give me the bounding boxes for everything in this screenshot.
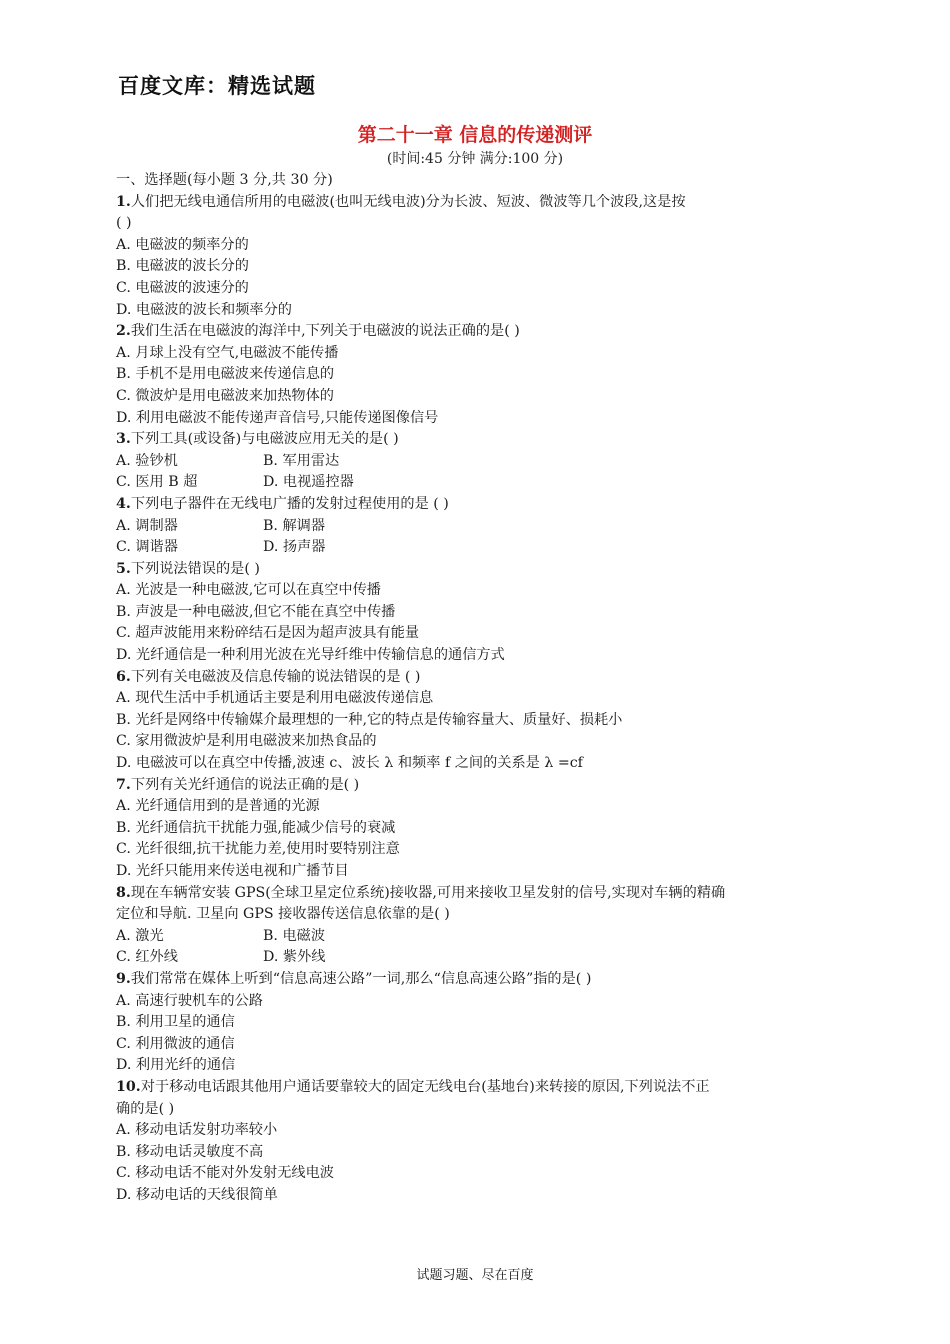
question-2: [116, 321, 836, 429]
option-c: C. 医用 B 超: [116, 474, 198, 491]
option-b: B. 军用雷达: [263, 452, 340, 469]
option-d: D. 移动电话的天线很简单: [116, 1186, 278, 1203]
question-3: [116, 429, 836, 494]
question-text: 下列有关光纤通信的说法正确的是( ): [130, 776, 360, 793]
option-c: C. 超声波能用来粉碎结石是因为超声波具有能量: [116, 625, 420, 642]
option-b: B. 解调器: [263, 517, 326, 534]
question-text-continued: 确的是( ): [116, 1100, 175, 1117]
option-a: A. 光波是一种电磁波,它可以在真空中传播: [116, 582, 381, 599]
question-list: [116, 170, 836, 1207]
option-a: A. 高速行驶机车的公路: [116, 992, 263, 1009]
option-d: D. 扬声器: [263, 539, 326, 556]
question-8: [116, 883, 836, 969]
option-a: A. 调制器: [116, 517, 178, 534]
question-6: [116, 667, 836, 775]
option-c: C. 光纤很细,抗干扰能力差,使用时要特别注意: [116, 841, 400, 858]
option-d: D. 光纤通信是一种利用光波在光导纤维中传输信息的通信方式: [116, 647, 505, 664]
question-number: 8.: [116, 884, 131, 901]
question-number: 9.: [116, 970, 131, 987]
option-d: D. 利用光纤的通信: [116, 1057, 236, 1074]
option-d: D. 电磁波的波长和频率分的: [116, 301, 292, 318]
exam-info: (时间:45 分钟 满分:100 分): [386, 151, 564, 167]
question-9: [116, 969, 836, 1077]
option-b: B. 移动电话灵敏度不高: [116, 1143, 264, 1160]
option-d: D. 紫外线: [263, 949, 326, 966]
option-a: A. 电磁波的频率分的: [116, 236, 249, 253]
option-c: C. 利用微波的通信: [116, 1035, 235, 1052]
page-title: 第二十一章 信息的传递测评: [357, 124, 593, 146]
question-text: 下列电子器件在无线电广播的发射过程使用的是 ( ): [130, 495, 449, 512]
question-number: 2.: [116, 323, 131, 340]
question-number: 7.: [116, 776, 131, 793]
question-10: [116, 1077, 836, 1207]
option-d: D. 利用电磁波不能传递声音信号,只能传递图像信号: [116, 409, 439, 426]
question-number: 5.: [116, 560, 131, 577]
section-heading: 一、选择题(每小题 3 分,共 30 分): [116, 172, 333, 188]
question-5: [116, 559, 836, 667]
option-c: C. 电磁波的波速分的: [116, 279, 249, 296]
option-b: B. 手机不是用电磁波来传递信息的: [116, 366, 335, 383]
option-c: C. 家用微波炉是利用电磁波来加热食品的: [116, 733, 377, 750]
option-c: C. 红外线: [116, 949, 178, 966]
question-number: 6.: [116, 668, 131, 685]
option-a: A. 月球上没有空气,电磁波不能传播: [116, 344, 339, 361]
option-d: D. 电视遥控器: [263, 474, 354, 491]
question-text: 下列说法错误的是( ): [130, 560, 260, 577]
question-number: 1.: [116, 193, 131, 210]
option-a: A. 光纤通信用到的是普通的光源: [116, 798, 320, 815]
question-number: 3.: [116, 431, 131, 448]
option-a: A. 激光: [116, 927, 164, 944]
question-4: [116, 494, 836, 559]
brand-header: 百度文库：精选试题: [118, 74, 316, 98]
option-b: B. 利用卫星的通信: [116, 1014, 235, 1031]
option-a: A. 移动电话发射功率较小: [116, 1122, 278, 1139]
page-footer: 试题习题、尽在百度: [416, 1268, 534, 1283]
option-b: B. 光纤是网络中传输媒介最理想的一种,它的特点是传输容量大、质量好、损耗小: [116, 711, 623, 728]
option-a: A. 验钞机: [116, 452, 178, 469]
option-d: D. 光纤只能用来传送电视和广播节目: [116, 863, 349, 879]
question-text: 下列有关电磁波及信息传输的说法错误的是 ( ): [130, 668, 421, 685]
option-c: C. 调谐器: [116, 539, 178, 556]
question-number: 4.: [116, 495, 131, 512]
question-text: 下列工具(或设备)与电磁波应用无关的是( ): [130, 431, 399, 448]
answer-blank: ( ): [116, 215, 132, 232]
option-b: B. 声波是一种电磁波,但它不能在真空中传播: [116, 603, 396, 620]
option-c: C. 微波炉是用电磁波来加热物体的: [116, 387, 334, 404]
option-d: D. 电磁波可以在真空中传播,波速 c、波长 λ 和频率 f 之间的关系是 λ =cf: [116, 755, 583, 772]
question-text: 我们常常在媒体上听到“信息高速公路”一词,那么“信息高速公路”指的是( ): [130, 970, 592, 987]
option-c: C. 移动电话不能对外发射无线电波: [116, 1165, 334, 1182]
question-1: [116, 192, 836, 322]
option-b: B. 电磁波的波长分的: [116, 258, 249, 275]
option-b: B. 电磁波: [263, 927, 326, 944]
option-b: B. 光纤通信抗干扰能力强,能减少信号的衰减: [116, 819, 396, 836]
question-7: [116, 775, 836, 883]
question-number: 10.: [116, 1078, 141, 1095]
question-text: 对于移动电话跟其他用户通话要靠较大的固定无线电台(基地台)来转接的原因,下列说法不正: [140, 1078, 710, 1095]
question-text: 现在车辆常安装 GPS(全球卫星定位系统)接收器,可用来接收卫星发射的信号,实现对车辆的精确: [130, 884, 726, 901]
option-a: A. 现代生活中手机通话主要是利用电磁波传递信息: [116, 690, 434, 707]
question-text: 人们把无线电通信所用的电磁波(也叫无线电波)分为长波、短波、微波等几个波段,这是按: [130, 193, 686, 210]
question-text: 我们生活在电磁波的海洋中,下列关于电磁波的说法正确的是( ): [130, 323, 520, 340]
question-text-continued: 定位和导航. 卫星向 GPS 接收器传送信息依靠的是( ): [116, 906, 450, 923]
